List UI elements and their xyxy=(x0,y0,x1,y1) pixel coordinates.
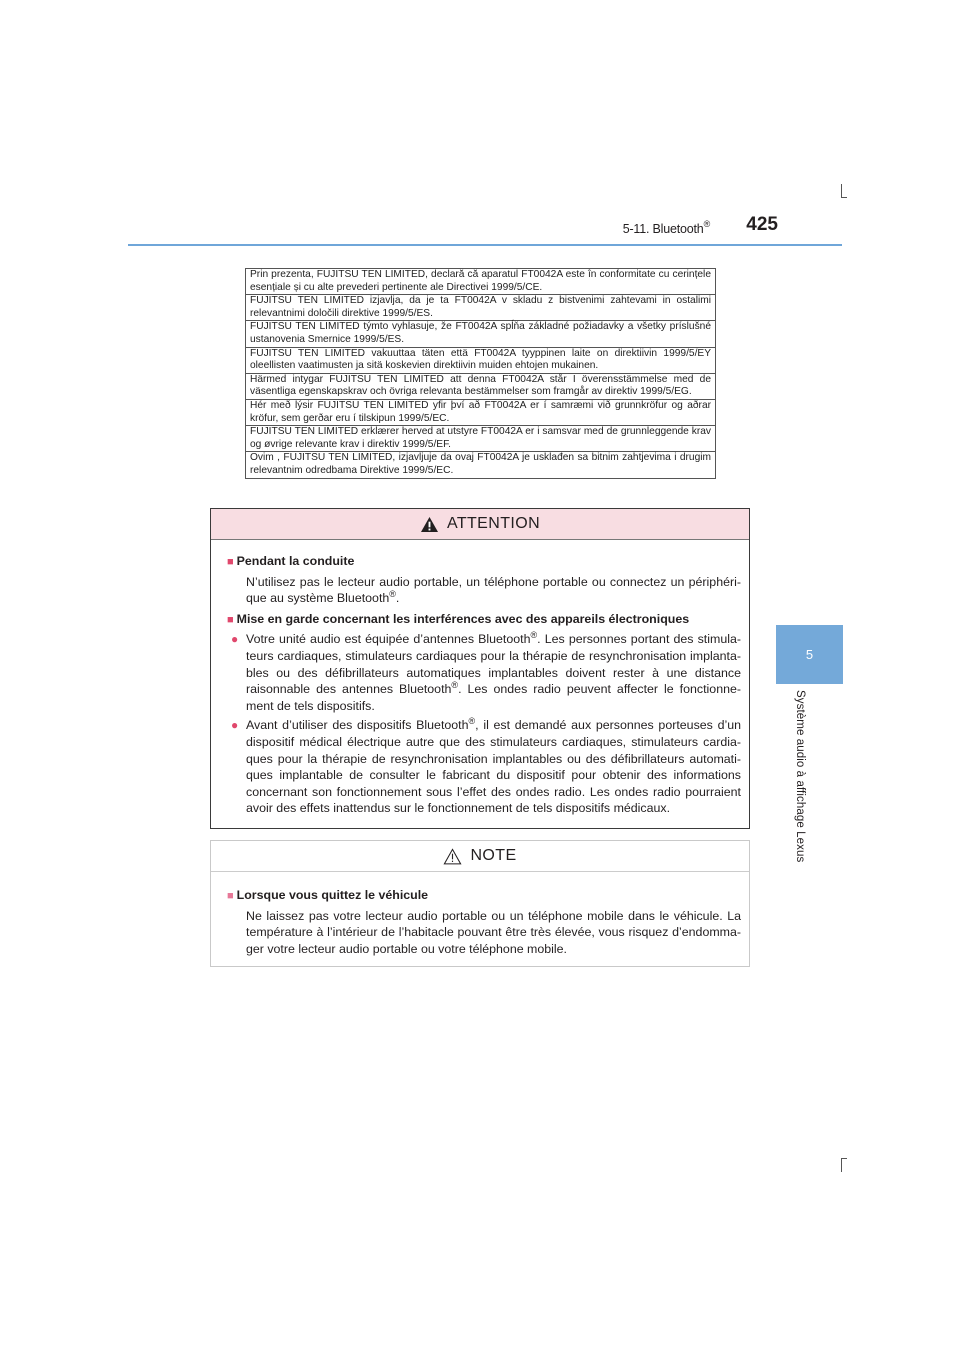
attention-box xyxy=(210,508,750,829)
declaration-romanian: Prin prezenta, FUJITSU TEN LIMITED, declară că aparatul FT0042A este în conformitate cu cerințele esențiale și cu alte prevederi pertinente ale Directivei 1999/5/CE. xyxy=(246,269,716,295)
declaration-norwegian: FUJITSU TEN LIMITED erklærer herved at utstyre FT0042A er i samsvar med de grunnleggende krav og øvrige relevante krav i direktiv 1999/5/EF. xyxy=(246,426,716,452)
declaration-icelandic: Hér með lýsir FUJITSU TEN LIMITED yfir því að FT0042A er í samræmi við grunnkröfur og aðrar kröfur, sem gerðar eru í tilskipun 1999/5/EC. xyxy=(246,399,716,425)
note-title: NOTE xyxy=(470,847,517,864)
declaration-slovak: FUJITSU TEN LIMITED týmto vyhlasuje, že FT0042A spĺňa základné požiadavky a všetky príslušné ustanovenia Smernice 1999/5/ES. xyxy=(246,321,716,347)
table-row xyxy=(246,399,716,425)
bullet-2-part-1: Avant d’utiliser des dispositifs Bluetooth xyxy=(246,718,469,733)
table-row xyxy=(246,295,716,321)
square-bullet-icon: ■ xyxy=(227,613,234,626)
attention-body xyxy=(211,540,749,817)
chapter-label: Système audio à affichage Lexus xyxy=(794,690,806,863)
table-row xyxy=(246,426,716,452)
circle-bullet-icon: ● xyxy=(231,718,239,733)
note-item-title-text: Lorsque vous quittez le véhicule xyxy=(236,888,429,902)
bullet-1-part-2: . Les personnes portant des stimula-teurs cardiaques, stimulateurs cardiaques pour la thérapie de resynchronisation implanta-bles ou des défibrillateurs automatiques implantables doivent rester à une distance raisonnable des antennes Bluetooth xyxy=(246,632,741,697)
declaration-croatian: Ovim , FUJITSU TEN LIMITED, izjavljuje da ovaj FT0042A je usklađen sa bitnim zahtjevima i drugim relevantnim odredbama Direktive 1999/5/EC. xyxy=(246,452,716,478)
bullet-1-part-3: . Les ondes radio peuvent affecter le fonctionne-ment de tels dispositifs. xyxy=(246,682,741,713)
crop-mark-top-tick xyxy=(841,197,847,198)
attention-item-1-title xyxy=(227,553,741,571)
caution-outline-icon xyxy=(443,848,462,865)
attention-bullet-2-text xyxy=(246,717,741,817)
note-box xyxy=(210,840,750,967)
section-title-text: 5-11. Bluetooth xyxy=(622,222,704,236)
chapter-tab: 5 xyxy=(776,625,843,684)
crop-mark-bottom xyxy=(841,1158,842,1172)
crop-mark-bottom-tick xyxy=(841,1158,847,1159)
attention-bullet-1-text xyxy=(246,631,741,714)
square-bullet-icon: ■ xyxy=(227,890,234,902)
note-item-text: Ne laissez pas votre lecteur audio portable ou un téléphone mobile dans le véhicule. La température à l’intérieur de l’habitacle pouvant être très élevée, vous risquez d’endomma-ger votre lecteur audio portable ou votre téléphone mobile. xyxy=(246,908,741,956)
bullet-1-part-1: Votre unité audio est équipée d’antennes Bluetooth xyxy=(246,632,531,647)
declaration-swedish: Härmed intygar FUJITSU TEN LIMITED att denna FT0042A står I överensstämmelse med de väsentliga egenskapskrav och övriga relevanta bestämmelser som framgår av direktiv 1999/5/EG. xyxy=(246,373,716,399)
note-header xyxy=(211,841,749,872)
declaration-slovenian: FUJITSU TEN LIMITED izjavlja, da je ta FT0042A v skladu z bistvenimi zahtevami in ostalimi relevantnimi določili direktive 1999/5/ES. xyxy=(246,295,716,321)
section-title-mark: ® xyxy=(703,219,710,229)
registered-mark: ® xyxy=(451,680,459,691)
warning-icon xyxy=(420,516,439,533)
registered-mark: ® xyxy=(530,630,538,641)
square-bullet-icon: ■ xyxy=(227,556,234,568)
declaration-finnish: FUJITSU TEN LIMITED vakuuttaa täten että FT0042A tyyppinen laite on direktiivin 1999/5/EY oleellisten vaatimusten ja sitä koskevien direktiivin muiden ehtojen mukainen. xyxy=(246,347,716,373)
attention-header xyxy=(211,509,749,540)
section-title xyxy=(560,219,710,236)
registered-mark: ® xyxy=(468,716,476,727)
declaration-table xyxy=(245,268,716,479)
attention-item-1-title-text: Pendant la conduite xyxy=(236,554,355,568)
circle-bullet-icon: ● xyxy=(231,632,239,647)
attention-item-2-title xyxy=(227,611,741,629)
attention-item-1-text-end: . xyxy=(395,591,400,606)
bullet-2-part-2: , il est demandé aux personnes porteuses d’un dispositif médical électrique autre que des stimulateurs cardiaques, stimulateurs cardia-ques pour la thérapie de resynchronisation implantables ou des défibrillateurs automati-ques implantable de consulter le fabricant du dispositif pour obtenir des informations concernant son fonctionnement sous l’effet des ondes radio. Les ondes radio pourraient avoir des effets inattendus sur le fonctionnement de tels dispositifs médicaux. xyxy=(246,718,741,816)
table-row xyxy=(246,269,716,295)
crop-mark-top xyxy=(841,184,842,198)
attention-item-2-title-text: Mise en garde concernant les interférences avec des appareils électroniques xyxy=(236,611,690,626)
attention-title: ATTENTION xyxy=(446,515,541,532)
note-item-title xyxy=(227,887,741,905)
attention-bullet-1 xyxy=(227,631,741,714)
header-rule xyxy=(128,244,842,246)
note-body xyxy=(211,872,749,957)
table-row xyxy=(246,321,716,347)
page-number: 425 xyxy=(746,214,778,235)
table-row xyxy=(246,452,716,478)
table-row xyxy=(246,373,716,399)
attention-item-1-text-main: N’utilisez pas le lecteur audio portable, un téléphone portable ou connectez un périphéri-que au système Bluetooth xyxy=(246,574,741,606)
table-row xyxy=(246,347,716,373)
registered-mark: ® xyxy=(389,589,396,600)
attention-item-1-text xyxy=(227,574,741,607)
attention-bullet-2 xyxy=(227,717,741,817)
